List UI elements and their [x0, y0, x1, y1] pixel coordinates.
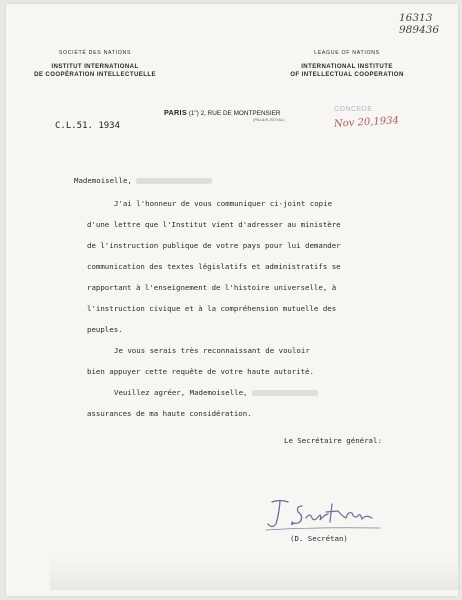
letterhead-right [282, 50, 412, 79]
letterhead-line: DE COOPÉRATION INTELLECTUELLE [34, 71, 156, 79]
letterhead-address [164, 108, 280, 117]
paragraph-line: bien appuyer cette requête de votre haute autorité. [87, 367, 314, 376]
salutation-text: Mademoiselle, [74, 176, 132, 185]
closing-text: Veuillez agréer, Mademoiselle, [114, 388, 248, 397]
letterhead-org-small: SOCIÉTÉ DES NATIONS [58, 50, 132, 56]
handwritten-date: Nov 20,1934 [333, 115, 400, 130]
closing-line [114, 388, 318, 397]
handwritten-signature [262, 494, 394, 534]
paragraph-line: l'instruction civique et à la compréhension mutuelle des [87, 304, 337, 313]
letterhead-org-small: LEAGUE OF NATIONS [314, 50, 380, 56]
salutation [74, 176, 212, 185]
archive-ref-line: 989436 [399, 24, 440, 37]
address-sub: (PALAIS-ROYAL) [253, 118, 286, 122]
paragraph-line: peuples. [87, 325, 123, 334]
archive-ref-line: 16313 [399, 12, 433, 24]
paper-stain [50, 556, 460, 590]
paragraph-line: J'ai l'honneur de vous communiquer ci-joint copie [114, 199, 333, 208]
redacted-text [252, 390, 318, 396]
faint-stamp: CONCEDE [334, 106, 373, 113]
signature-title: Le Secrétaire général: [284, 436, 382, 445]
archive-reference [399, 12, 459, 36]
paragraph-line: communication des textes législatifs et administratifs se [87, 262, 341, 271]
paragraph-line: d'une lettre que l'Institut vient d'adresser au ministère [87, 220, 341, 229]
letterhead-line: INTERNATIONAL INSTITUTE [301, 63, 393, 71]
letterhead-left [30, 50, 160, 79]
closing-line: assurances de ma haute considération. [87, 409, 252, 418]
redacted-name [136, 178, 212, 184]
letter-reference: C.L.51. 1934 [55, 121, 121, 131]
signature-name: (D. Secrétan) [290, 534, 348, 543]
paragraph-line: rapportant à l'enseignement de l'histoire universelle, à [87, 283, 337, 292]
address-street: (1") 2, RUE DE MONTPENSIER [188, 110, 281, 117]
letterhead-line: INSTITUT INTERNATIONAL [51, 63, 139, 71]
letterhead-line: OF INTELLECTUAL COOPERATION [290, 71, 404, 79]
address-city: PARIS [164, 108, 187, 117]
paragraph-line: de l'instruction publique de votre pays pour lui demander [87, 241, 341, 250]
paragraph-line: Je vous serais très reconnaissant de vouloir [114, 346, 310, 355]
